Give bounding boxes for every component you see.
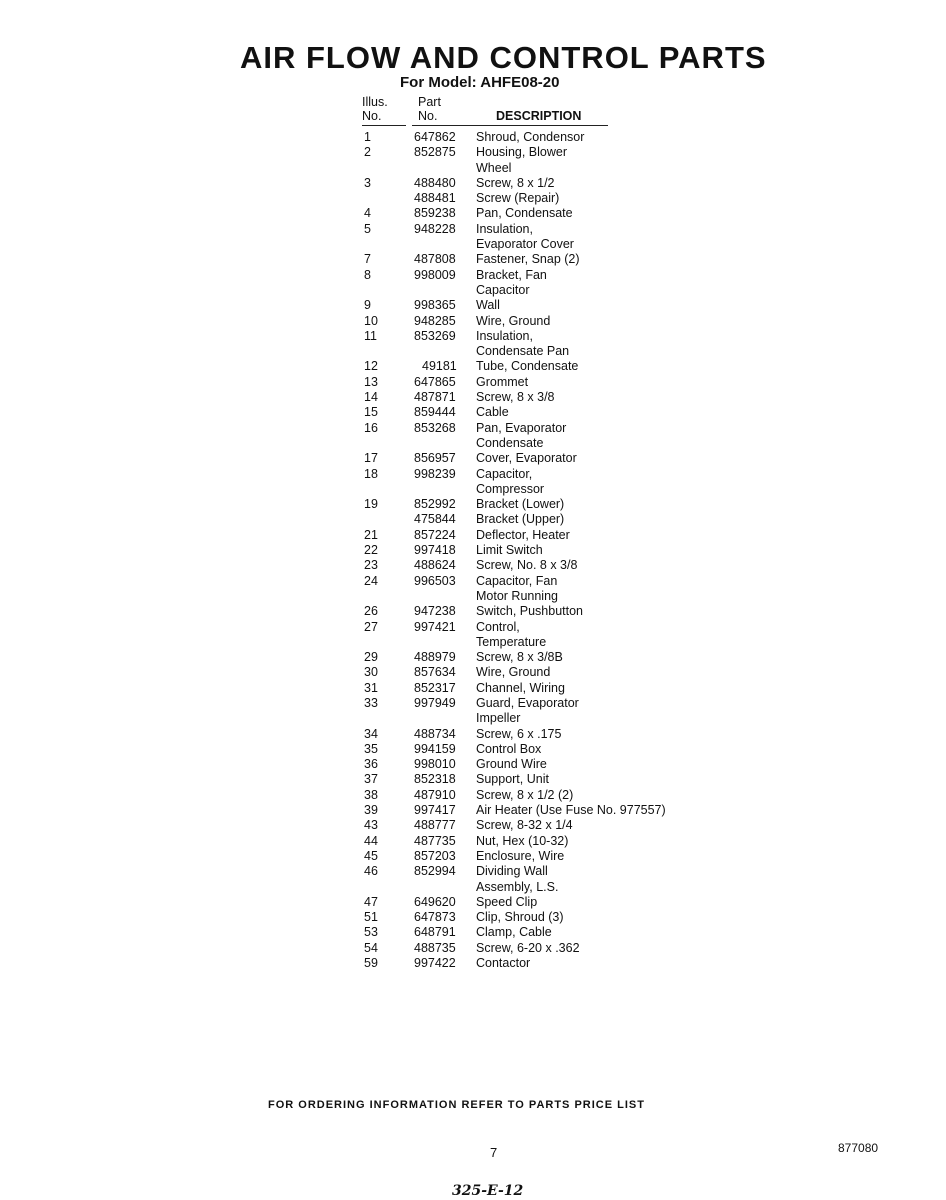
- description-line: Bracket (Lower): [476, 497, 565, 512]
- part-no: 948285: [414, 313, 456, 328]
- part-no: 997422: [414, 956, 456, 971]
- table-row: [362, 620, 736, 651]
- illus-no: 13: [364, 374, 378, 389]
- description: [476, 543, 736, 558]
- description-line: Capacitor, Fan: [476, 573, 558, 588]
- illus-no: 10: [364, 313, 378, 328]
- description-line: Dividing Wall: [476, 864, 548, 879]
- table-row: [362, 191, 736, 206]
- description: [476, 650, 736, 665]
- illus-no: 51: [364, 910, 378, 925]
- description-line: Shroud, Condensor: [476, 130, 585, 144]
- part-no: 649620: [414, 894, 456, 909]
- description: [476, 222, 736, 253]
- table-row: [362, 727, 736, 742]
- part-no: 856957: [414, 451, 456, 466]
- description-line: Switch, Pushbutton: [476, 604, 584, 619]
- description-line: Wire, Ground: [476, 313, 551, 328]
- part-no: 852318: [414, 772, 456, 787]
- illus-no: 31: [364, 680, 378, 695]
- handwritten-note: 325-E-12: [452, 1183, 524, 1199]
- description-line: Temperature: [476, 634, 547, 649]
- description: [476, 696, 736, 727]
- illus-no: 43: [364, 818, 378, 833]
- description: [476, 145, 736, 176]
- table-row: [362, 451, 736, 466]
- table-row: [362, 665, 736, 680]
- illus-no: 12: [364, 359, 378, 374]
- description-line: Screw, 8 x 1/2 (2): [476, 787, 574, 802]
- part-no: 487735: [414, 833, 456, 848]
- part-no: 857224: [414, 527, 456, 542]
- description: [476, 329, 736, 360]
- illus-no: 22: [364, 543, 378, 558]
- description-line: Screw, No. 8 x 3/8: [476, 558, 578, 573]
- description-line: Wire, Ground: [476, 665, 551, 680]
- part-no: 487871: [414, 390, 456, 405]
- part-no: 488624: [414, 558, 456, 573]
- description-line: Cover, Evaporator: [476, 451, 577, 466]
- part-no: 488735: [414, 940, 456, 955]
- illus-no: 18: [364, 466, 378, 481]
- parts-table: [362, 130, 736, 971]
- description-line: Screw, 6-20 x .362: [476, 940, 580, 955]
- description: [476, 206, 736, 221]
- description: [476, 620, 736, 651]
- description-line: Limit Switch: [476, 543, 543, 558]
- part-no: 488734: [414, 726, 456, 741]
- part-no: 859238: [414, 206, 456, 221]
- description-line: Air Heater (Use Fuse No. 977557): [476, 803, 666, 818]
- illus-no: 3: [364, 175, 371, 190]
- description: [476, 574, 736, 605]
- illus-no: 14: [364, 390, 378, 405]
- description: [476, 390, 736, 405]
- part-no: 487910: [414, 787, 456, 802]
- description-line: Fastener, Snap (2): [476, 252, 580, 267]
- description: [476, 757, 736, 772]
- description: [476, 895, 736, 910]
- table-row: [362, 405, 736, 420]
- illus-no: 16: [364, 420, 378, 435]
- illus-no: 35: [364, 741, 378, 756]
- header-illus-no: [362, 95, 388, 123]
- description-line: Enclosure, Wire: [476, 848, 565, 863]
- part-no: 488777: [414, 818, 456, 833]
- description: [476, 772, 736, 787]
- table-row: [362, 390, 736, 405]
- illus-no: 8: [364, 267, 371, 282]
- part-no: 853269: [414, 328, 456, 343]
- illus-no: 29: [364, 650, 378, 665]
- part-no: 857203: [414, 848, 456, 863]
- table-row: [362, 512, 736, 527]
- table-row: [362, 558, 736, 573]
- table-row: [362, 895, 736, 910]
- part-no: 647862: [414, 130, 456, 144]
- description-line: Screw, 8 x 3/8: [476, 390, 555, 405]
- description-line: Deflector, Heater: [476, 527, 570, 542]
- description-line: Guard, Evaporator: [476, 695, 579, 710]
- table-row: [362, 268, 736, 299]
- description: [476, 375, 736, 390]
- illus-no: 36: [364, 757, 378, 772]
- table-row: [362, 757, 736, 772]
- description-line: Screw (Repair): [476, 191, 560, 206]
- description-line: Speed Clip: [476, 894, 538, 909]
- description-line: Housing, Blower: [476, 145, 568, 160]
- part-no: 647873: [414, 910, 456, 925]
- part-no: 852992: [414, 497, 456, 512]
- description-line: Wheel: [476, 160, 512, 175]
- description: [476, 467, 736, 498]
- illus-no: 1: [364, 130, 371, 144]
- table-row: [362, 956, 736, 971]
- description: [476, 803, 736, 818]
- description-line: Compressor: [476, 481, 545, 496]
- header-part-no: [418, 95, 441, 123]
- table-row: [362, 696, 736, 727]
- description: [476, 665, 736, 680]
- page-number: 7: [490, 1145, 498, 1160]
- table-row: [362, 650, 736, 665]
- table-row: [362, 497, 736, 512]
- description: [476, 314, 736, 329]
- description: [476, 941, 736, 956]
- description: [476, 268, 736, 299]
- part-no: 647865: [414, 374, 456, 389]
- part-no: 948228: [414, 221, 456, 236]
- illus-no: 39: [364, 803, 378, 818]
- illus-no: 24: [364, 573, 378, 588]
- description-line: Clip, Shroud (3): [476, 910, 564, 925]
- part-no: 859444: [414, 405, 456, 420]
- table-row: [362, 574, 736, 605]
- description-line: Condensate Pan: [476, 344, 570, 359]
- table-row: [362, 910, 736, 925]
- illus-no: 59: [364, 956, 378, 971]
- table-row: [362, 467, 736, 498]
- illus-no: 34: [364, 726, 378, 741]
- table-row: [362, 329, 736, 360]
- description-line: Insulation,: [476, 328, 533, 343]
- illus-no: 54: [364, 940, 378, 955]
- illus-no: 33: [364, 695, 378, 710]
- table-row: [362, 298, 736, 313]
- table-row: [362, 772, 736, 787]
- header-part-line1: Part: [418, 95, 441, 109]
- table-row: [362, 941, 736, 956]
- table-row: [362, 543, 736, 558]
- table-row: [362, 849, 736, 864]
- illus-no: 9: [364, 298, 371, 313]
- illus-no: 27: [364, 619, 378, 634]
- description: [476, 176, 736, 191]
- description-line: Insulation,: [476, 221, 533, 236]
- description: [476, 604, 736, 619]
- description-line: Control Box: [476, 741, 542, 756]
- illus-no: 2: [364, 145, 371, 160]
- part-no: 997418: [414, 543, 456, 558]
- description-line: Screw, 6 x .175: [476, 726, 562, 741]
- description: [476, 497, 736, 512]
- illus-no: 46: [364, 864, 378, 879]
- description: [476, 191, 736, 206]
- part-no: 857634: [414, 665, 456, 680]
- model-subtitle: For Model: AHFE08-20: [400, 74, 560, 91]
- description: [476, 956, 736, 971]
- description: [476, 405, 736, 420]
- table-row: [362, 681, 736, 696]
- description: [476, 742, 736, 757]
- table-row: [362, 375, 736, 390]
- description-line: Contactor: [476, 956, 531, 971]
- table-row: [362, 176, 736, 191]
- table-row: [362, 421, 736, 452]
- illus-no: 5: [364, 221, 371, 236]
- description: [476, 834, 736, 849]
- description-line: Capacitor: [476, 282, 530, 297]
- description-line: Pan, Evaporator: [476, 420, 567, 435]
- part-no: 998239: [414, 466, 456, 481]
- part-no: 488481: [414, 191, 456, 206]
- description-line: Ground Wire: [476, 757, 547, 772]
- table-row: [362, 818, 736, 833]
- description: [476, 359, 736, 374]
- illus-no: 37: [364, 772, 378, 787]
- description: [476, 512, 736, 527]
- description: [476, 298, 736, 313]
- description-line: Capacitor,: [476, 466, 533, 481]
- description: [476, 864, 736, 895]
- part-no: 49181: [422, 359, 457, 374]
- description-line: Screw, 8 x 3/8B: [476, 650, 563, 665]
- illus-no: 19: [364, 497, 378, 512]
- illus-no: 21: [364, 527, 378, 542]
- table-row: [362, 145, 736, 176]
- illus-no: 44: [364, 833, 378, 848]
- illus-no: 15: [364, 405, 378, 420]
- illus-no: 38: [364, 787, 378, 802]
- table-row: [362, 130, 736, 145]
- illus-no: 47: [364, 894, 378, 909]
- description: [476, 421, 736, 452]
- part-no: 947238: [414, 604, 456, 619]
- description: [476, 558, 736, 573]
- description: [476, 681, 736, 696]
- description-line: Clamp, Cable: [476, 925, 552, 940]
- description-line: Screw, 8 x 1/2: [476, 175, 555, 190]
- description: [476, 528, 736, 543]
- part-no: 487808: [414, 252, 456, 267]
- description-line: Motor Running: [476, 588, 558, 603]
- description-line: Channel, Wiring: [476, 680, 565, 695]
- table-row: [362, 314, 736, 329]
- description-line: Bracket, Fan: [476, 267, 547, 282]
- description-line: Bracket (Upper): [476, 512, 565, 527]
- table-row: [362, 925, 736, 940]
- header-illus-line2: No.: [362, 109, 382, 123]
- part-no: 997421: [414, 619, 456, 634]
- part-no: 994159: [414, 741, 456, 756]
- part-no: 997417: [414, 803, 456, 818]
- description-line: Tube, Condensate: [476, 359, 579, 374]
- part-no: 853268: [414, 420, 456, 435]
- header-underline-illus: [362, 125, 406, 126]
- description: [476, 910, 736, 925]
- part-no: 998009: [414, 267, 456, 282]
- illus-no: 23: [364, 558, 378, 573]
- description: [476, 818, 736, 833]
- illus-no: 30: [364, 665, 378, 680]
- description-line: Condensate: [476, 435, 544, 450]
- header-underline-desc: [412, 125, 608, 126]
- part-no: 997949: [414, 695, 456, 710]
- table-row: [362, 864, 736, 895]
- ordering-footer: FOR ORDERING INFORMATION REFER TO PARTS PRICE LIST: [268, 1099, 645, 1111]
- illus-no: 11: [364, 328, 377, 343]
- description: [476, 849, 736, 864]
- part-no: 998010: [414, 757, 456, 772]
- part-no: 852317: [414, 680, 456, 695]
- illus-no: 7: [364, 252, 371, 267]
- part-no: 996503: [414, 573, 456, 588]
- header-part-line2: No.: [418, 109, 438, 123]
- description-line: Pan, Condensate: [476, 206, 573, 221]
- description: [476, 252, 736, 267]
- part-no: 852994: [414, 864, 456, 879]
- description-line: Control,: [476, 619, 520, 634]
- description: [476, 451, 736, 466]
- description: [476, 130, 736, 145]
- illus-no: 53: [364, 925, 378, 940]
- description-line: Screw, 8-32 x 1/4: [476, 818, 573, 833]
- illus-no: 26: [364, 604, 378, 619]
- table-row: [362, 206, 736, 221]
- table-row: [362, 222, 736, 253]
- description-line: Grommet: [476, 374, 529, 389]
- table-row: [362, 359, 736, 374]
- part-no: 488979: [414, 650, 456, 665]
- table-row: [362, 788, 736, 803]
- table-row: [362, 604, 736, 619]
- table-row: [362, 252, 736, 267]
- description-line: Cable: [476, 405, 509, 420]
- header-description: DESCRIPTION: [496, 109, 582, 123]
- part-no: 488480: [414, 175, 456, 190]
- illus-no: [362, 512, 414, 527]
- illus-no: 4: [364, 206, 371, 221]
- part-no: 852875: [414, 145, 456, 160]
- table-row: [362, 742, 736, 757]
- table-row: [362, 803, 736, 818]
- document-code: 877080: [838, 1141, 879, 1155]
- description-line: Nut, Hex (10-32): [476, 833, 569, 848]
- illus-no: 45: [364, 848, 378, 863]
- illus-no: [362, 191, 414, 206]
- table-row: [362, 834, 736, 849]
- header-illus-line1: Illus.: [362, 95, 388, 109]
- description-line: Assembly, L.S.: [476, 879, 559, 894]
- illus-no: 17: [364, 451, 378, 466]
- description-line: Impeller: [476, 711, 521, 726]
- part-no: 648791: [414, 925, 456, 940]
- description: [476, 727, 736, 742]
- description-line: Wall: [476, 298, 500, 313]
- description: [476, 925, 736, 940]
- table-row: [362, 528, 736, 543]
- part-no: 475844: [414, 512, 456, 527]
- description-line: Support, Unit: [476, 772, 549, 787]
- description: [476, 788, 736, 803]
- part-no: 998365: [414, 298, 456, 313]
- description-line: Evaporator Cover: [476, 237, 574, 252]
- page-title: AIR FLOW AND CONTROL PARTS: [240, 40, 767, 75]
